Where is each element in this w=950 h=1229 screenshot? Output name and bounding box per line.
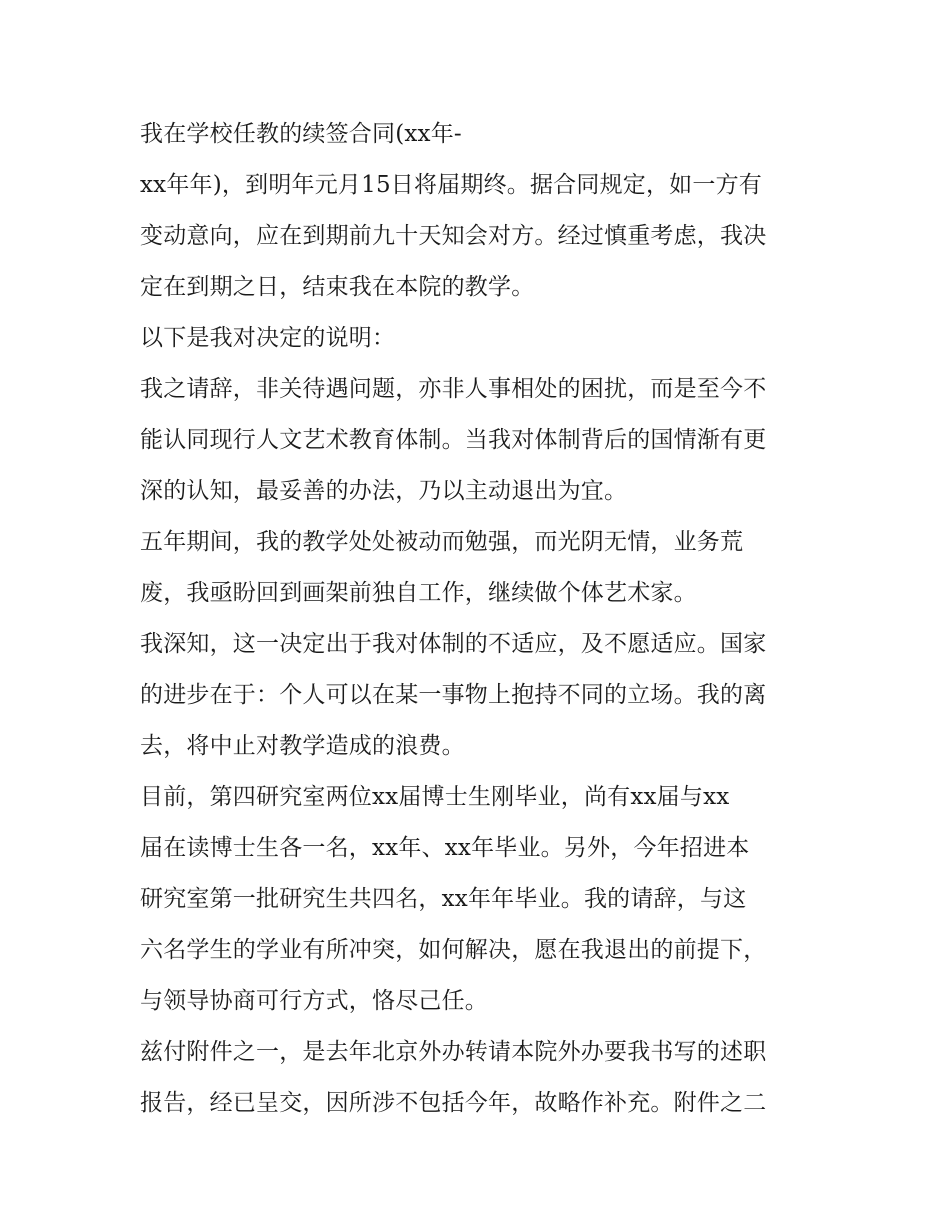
text-line: 我之请辞，非关待遇问题，亦非人事相处的困扰，而是至今不 — [140, 376, 767, 402]
text-line: xx年年)，到明年元月15日将届期终。据合同规定，如一方有 — [140, 172, 762, 198]
text-line: 五年期间，我的教学处处被动而勉强，而光阴无情，业务荒 — [140, 529, 744, 555]
text-line: 六名学生的学业有所冲突，如何解决，愿在我退出的前提下， — [140, 937, 767, 963]
text-line: 目前，第四研究室两位xx届博士生刚毕业，尚有xx届与xx — [140, 784, 730, 810]
text-line: 去，将中止对教学造成的浪费。 — [140, 733, 465, 759]
text-line: 兹付附件之一，是去年北京外办转请本院外办要我书写的述职 — [140, 1039, 767, 1065]
letter-body — [140, 109, 820, 1129]
text-line: 能认同现行人文艺术教育体制。当我对体制背后的国情渐有更 — [140, 427, 767, 453]
text-line: 届在读博士生各一名，xx年、xx年毕业。另外，今年招进本 — [140, 835, 750, 861]
text-line: 变动意向，应在到期前九十天知会对方。经过慎重考虑，我决 — [140, 223, 767, 249]
text-line: 我深知，这一决定出于我对体制的不适应，及不愿适应。国家 — [140, 631, 767, 657]
text-line: 的进步在于：个人可以在某一事物上抱持不同的立场。我的离 — [140, 682, 767, 708]
text-line: 定在到期之日，结束我在本院的教学。 — [140, 274, 535, 300]
text-line: 废，我亟盼回到画架前独自工作，继续做个体艺术家。 — [140, 580, 697, 606]
text-line: 深的认知，最妥善的办法，乃以主动退出为宜。 — [140, 478, 628, 504]
text-line: 与领导协商可行方式，恪尽己任。 — [140, 988, 488, 1014]
text-line: 研究室第一批研究生共四名，xx年年毕业。我的请辞，与这 — [140, 886, 747, 912]
text-line: 以下是我对决定的说明： — [140, 325, 396, 351]
text-line: 报告，经已呈交，因所涉不包括今年，故略作补充。附件之二 — [140, 1090, 767, 1116]
text-line: 我在学校任教的续签合同(xx年- — [140, 121, 462, 147]
